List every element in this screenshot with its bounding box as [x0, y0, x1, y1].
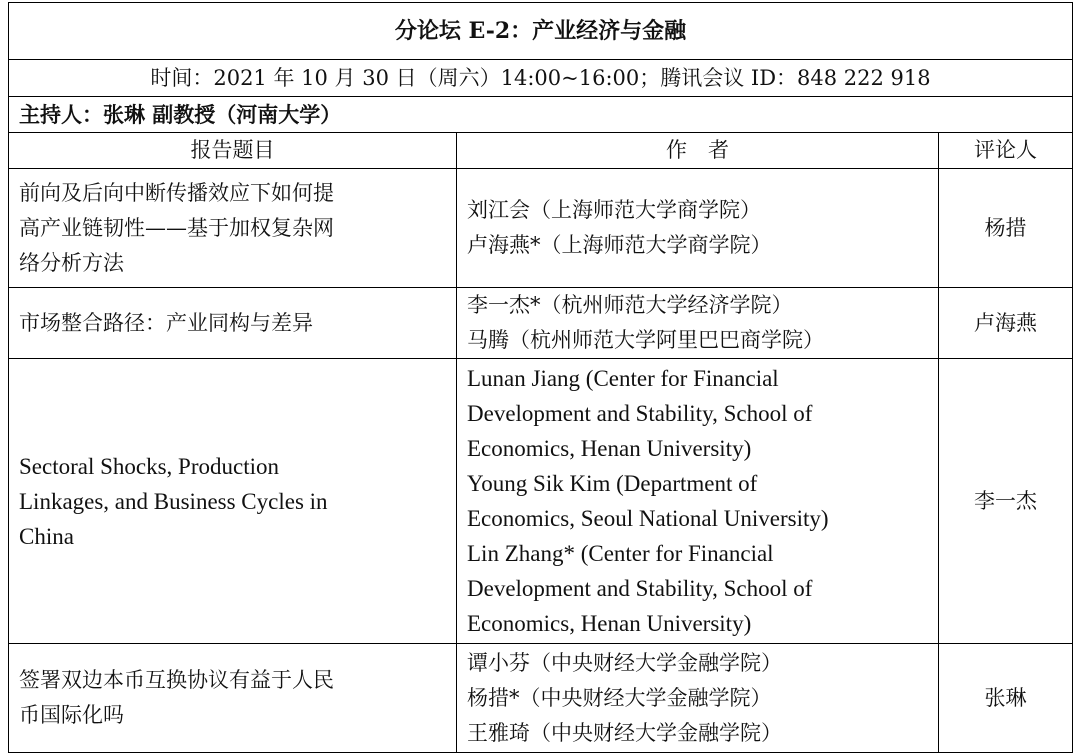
topic-cell	[9, 644, 457, 753]
topic-line: 市场整合路径：产业同构与差异	[19, 310, 313, 335]
author-line: Development and Stability, School of	[467, 576, 813, 601]
topic-cell	[9, 169, 457, 288]
author-line: 卢海燕*（上海师范大学商学院）	[467, 233, 772, 257]
topic-cell	[9, 288, 457, 359]
author-line: 刘江会（上海师范大学商学院）	[467, 198, 761, 222]
discussant-cell: 张琳	[939, 644, 1073, 753]
topic-cell	[9, 359, 457, 644]
author-cell	[457, 359, 939, 644]
author-cell	[457, 644, 939, 753]
author-line: 李一杰*（杭州师范大学经济学院）	[467, 293, 793, 317]
header-topic: 报告题目	[9, 133, 457, 169]
author-line: Economics, Henan University)	[467, 436, 752, 461]
table-row	[9, 288, 1073, 359]
author-line: Economics, Henan University)	[467, 611, 752, 636]
author-line: Lin Zhang* (Center for Financial	[467, 541, 774, 566]
topic-line: Linkages, and Business Cycles in	[19, 488, 328, 514]
table-row	[9, 359, 1073, 644]
topic-line: 络分析方法	[19, 250, 124, 275]
schedule-table	[8, 2, 1073, 753]
author-cell	[457, 288, 939, 359]
discussant-cell: 李一杰	[939, 359, 1073, 644]
author-cell	[457, 169, 939, 288]
author-line: 马腾（杭州师范大学阿里巴巴商学院）	[467, 328, 824, 352]
author-line: Economics, Seoul National University)	[467, 506, 829, 531]
author-line: 王雅琦（中央财经大学金融学院）	[467, 720, 782, 745]
discussant-cell: 卢海燕	[939, 288, 1073, 359]
topic-line: 前向及后向中断传播效应下如何提	[19, 180, 334, 205]
header-discussant: 评论人	[939, 133, 1073, 169]
topic-line: 签署双边本币互换协议有益于人民	[19, 668, 334, 692]
table-row	[9, 169, 1073, 288]
topic-line: Sectoral Shocks, Production	[19, 453, 279, 479]
schedule-page	[8, 2, 1072, 753]
topic-line: 高产业链韧性——基于加权复杂网	[19, 215, 334, 240]
author-line: Young Sik Kim (Department of	[467, 471, 758, 496]
topic-line: 币国际化吗	[19, 703, 124, 727]
header-author: 作 者	[457, 133, 939, 169]
author-line: 杨措*（中央财经大学金融学院）	[467, 685, 772, 710]
author-line: Lunan Jiang (Center for Financial	[467, 366, 779, 391]
discussant-cell: 杨措	[939, 169, 1073, 288]
forum-host: 主持人：张琳 副教授（河南大学）	[9, 97, 1073, 133]
table-row	[9, 644, 1073, 753]
forum-time: 时间：2021 年 10 月 30 日（周六）14:00~16:00；腾讯会议 ID：848 222 918	[9, 60, 1073, 97]
author-line: Development and Stability, School of	[467, 401, 813, 426]
forum-title: 分论坛 E-2：产业经济与金融	[9, 3, 1073, 60]
topic-line: China	[19, 523, 74, 549]
author-line: 谭小芬（中央财经大学金融学院）	[467, 650, 782, 675]
